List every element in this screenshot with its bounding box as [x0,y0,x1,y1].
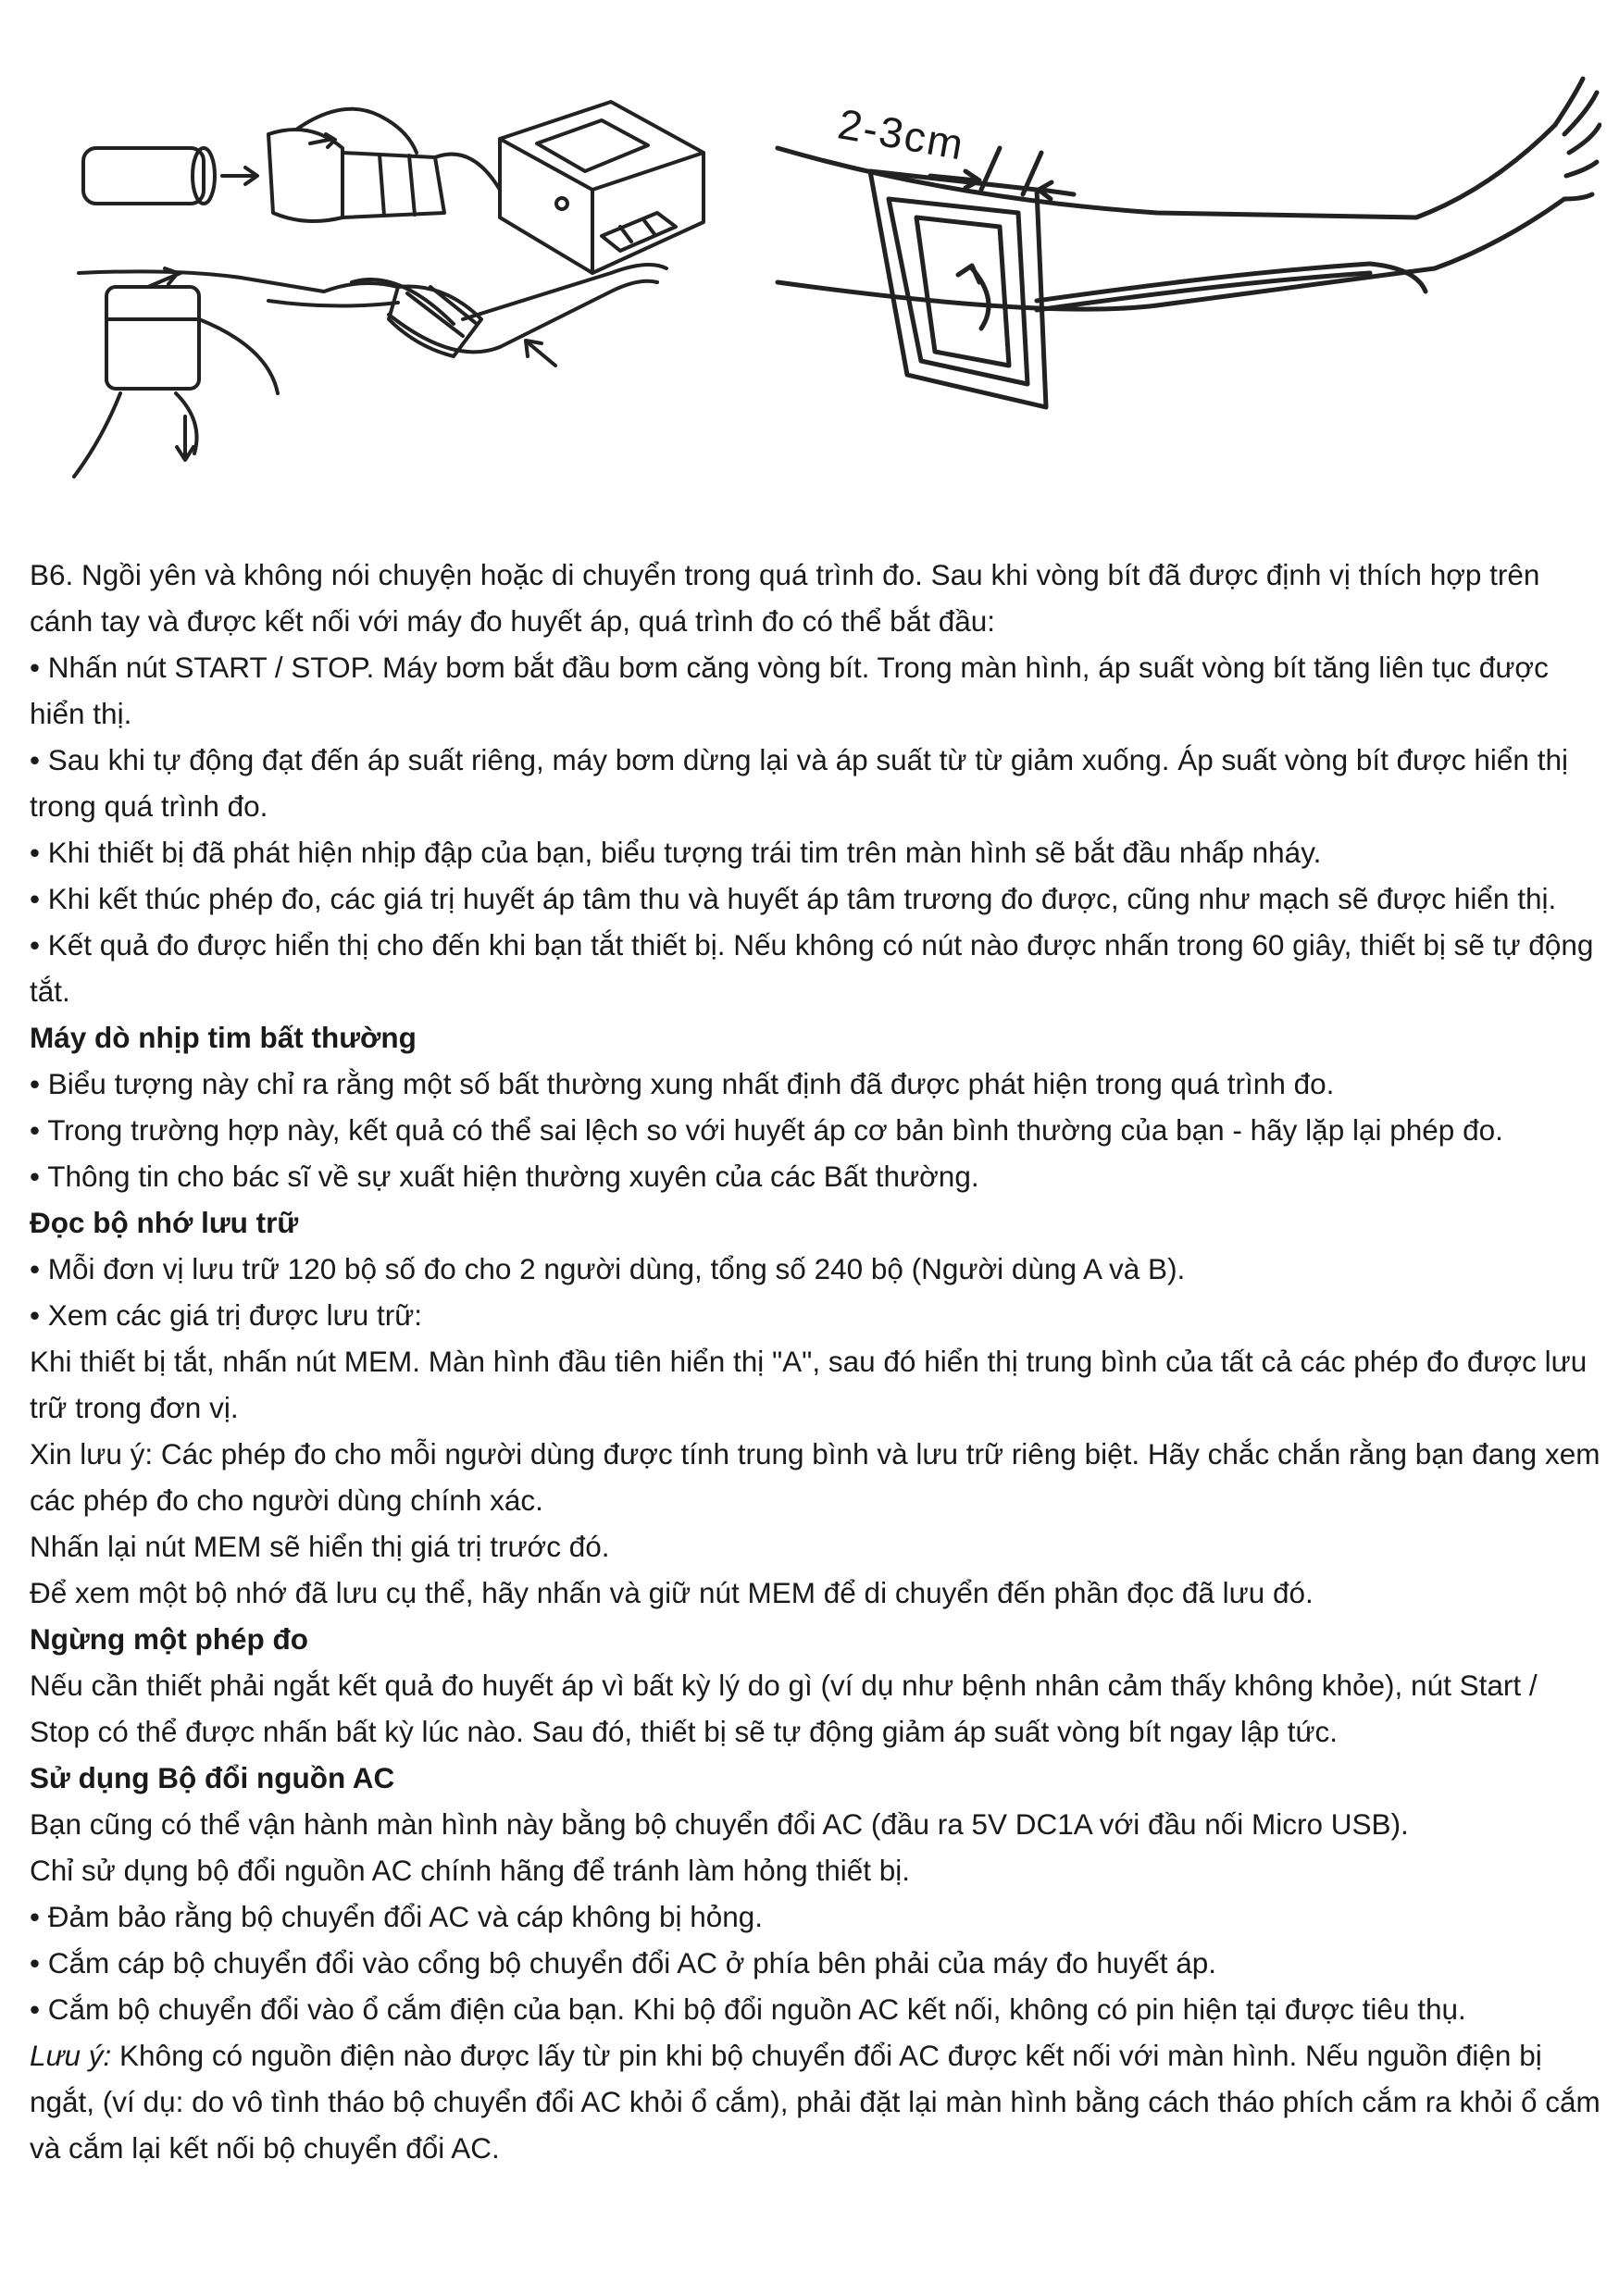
ac-note-text: Không có nguồn điện nào được lấy từ pin khi bộ chuyển đổi AC được kết nối với màn hình. Nếu nguồn điện bị ngắt, (ví dụ: do vô tình tháo bộ chuyển đổi AC khỏi ổ cắm), phải đặt lại màn hình bằng cách tháo phích cắm ra khỏi ổ cắm và cắm lại kết nối bộ chuyển đổi AC. [30,2039,1600,2165]
ac-note [30,2032,1603,2171]
cuff-placement-illustration [65,88,713,495]
memory-line: Xin lưu ý: Các phép đo cho mỗi người dùng được tính trung bình và lưu trữ riêng biệt. Hãy chắc chắn rằng bạn đang xem các phép đo cho người dùng chính xác. [30,1437,1600,1517]
b6-bullet: • Khi kết thúc phép đo, các giá trị huyết áp tâm thu và huyết áp tâm trương đo được, cũng như mạch sẽ được hiển thị. [30,882,1557,915]
irregular-bullet: • Trong trường hợp này, kết quả có thể sai lệch so với huyết áp cơ bản bình thường của bạn - hãy lặp lại phép đo. [30,1113,1503,1147]
b6-bullet: • Khi thiết bị đã phát hiện nhịp đập của bạn, biểu tượng trái tim trên màn hình sẽ bắt đầu nhấp nháy. [30,836,1322,869]
memory-line: • Xem các giá trị được lưu trữ: [30,1298,423,1332]
memory-line: Nhấn lại nút MEM sẽ hiển thị giá trị trước đó. [30,1530,610,1563]
ac-note-label: Lưu ý: [30,2039,112,2072]
ac-line: • Cắm bộ chuyển đổi vào ổ cắm điện của bạn. Khi bộ đổi nguồn AC kết nối, không có pin hiện tại được tiêu thụ. [30,1992,1466,2026]
irregular-bullet: • Thông tin cho bác sĩ về sự xuất hiện thường xuyên của các Bất thường. [30,1160,979,1193]
memory-line: Khi thiết bị tắt, nhấn nút MEM. Màn hình đầu tiên hiển thị "A", sau đó hiển thị trung bình của tất cả các phép đo được lưu trữ trong đơn vị. [30,1345,1588,1424]
b6-bullet: • Sau khi tự động đạt đến áp suất riêng, máy bơm dừng lại và áp suất từ từ giảm xuống. Áp suất vòng bít được hiển thị trong quá trình đo. [30,743,1568,823]
memory-heading: Đọc bộ nhớ lưu trữ [30,1206,299,1239]
ac-line: Bạn cũng có thể vận hành màn hình này bằng bộ chuyển đổi AC (đầu ra 5V DC1A với đầu nối Micro USB). [30,1807,1409,1841]
stop-heading: Ngừng một phép đo [30,1622,309,1656]
memory-line: • Mỗi đơn vị lưu trữ 120 bộ số đo cho 2 người dùng, tổng số 240 bộ (Người dùng A và B). [30,1252,1186,1285]
illustrations [0,0,1619,518]
stop-text: Nếu cần thiết phải ngắt kết quả đo huyết áp vì bất kỳ lý do gì (ví dụ như bệnh nhân cảm thấy không khỏe), nút Start / Stop có thể được nhấn bất kỳ lúc nào. Sau đó, thiết bị sẽ tự động giảm áp suất vòng bít ngay lập tức. [30,1669,1538,1748]
b6-bullet: • Kết quả đo được hiển thị cho đến khi bạn tắt thiết bị. Nếu không có nút nào được nhấn trong 60 giây, thiết bị sẽ tự động tắt. [30,928,1594,1008]
b6-intro: B6. Ngồi yên và không nói chuyện hoặc di chuyển trong quá trình đo. Sau khi vòng bít đã được định vị thích hợp trên cánh tay và được kết nối với máy đo huyết áp, quá trình đo có thể bắt đầu: [30,558,1540,638]
ac-heading: Sử dụng Bộ đổi nguồn AC [30,1761,395,1794]
ac-line: • Đảm bảo rằng bộ chuyển đổi AC và cáp không bị hỏng. [30,1900,764,1933]
document-body [30,552,1603,2171]
memory-line: Để xem một bộ nhớ đã lưu cụ thể, hãy nhấn và giữ nút MEM để di chuyển đến phần đọc đã lưu đó. [30,1576,1314,1609]
irregular-heading: Máy dò nhịp tim bất thường [30,1021,417,1054]
ac-line: • Cắm cáp bộ chuyển đổi vào cổng bộ chuyển đổi AC ở phía bên phải của máy đo huyết áp. [30,1946,1217,1980]
ac-line: Chỉ sử dụng bộ đổi nguồn AC chính hãng để tránh làm hỏng thiết bị. [30,1854,910,1887]
irregular-bullet: • Biểu tượng này chỉ ra rằng một số bất thường xung nhất định đã được phát hiện trong quá trình đo. [30,1067,1335,1100]
measure-label: 2-3cm [834,99,969,169]
b6-bullet: • Nhấn nút START / STOP. Máy bơm bắt đầu bơm căng vòng bít. Trong màn hình, áp suất vòng bít tăng liên tục được hiển thị. [30,651,1549,730]
